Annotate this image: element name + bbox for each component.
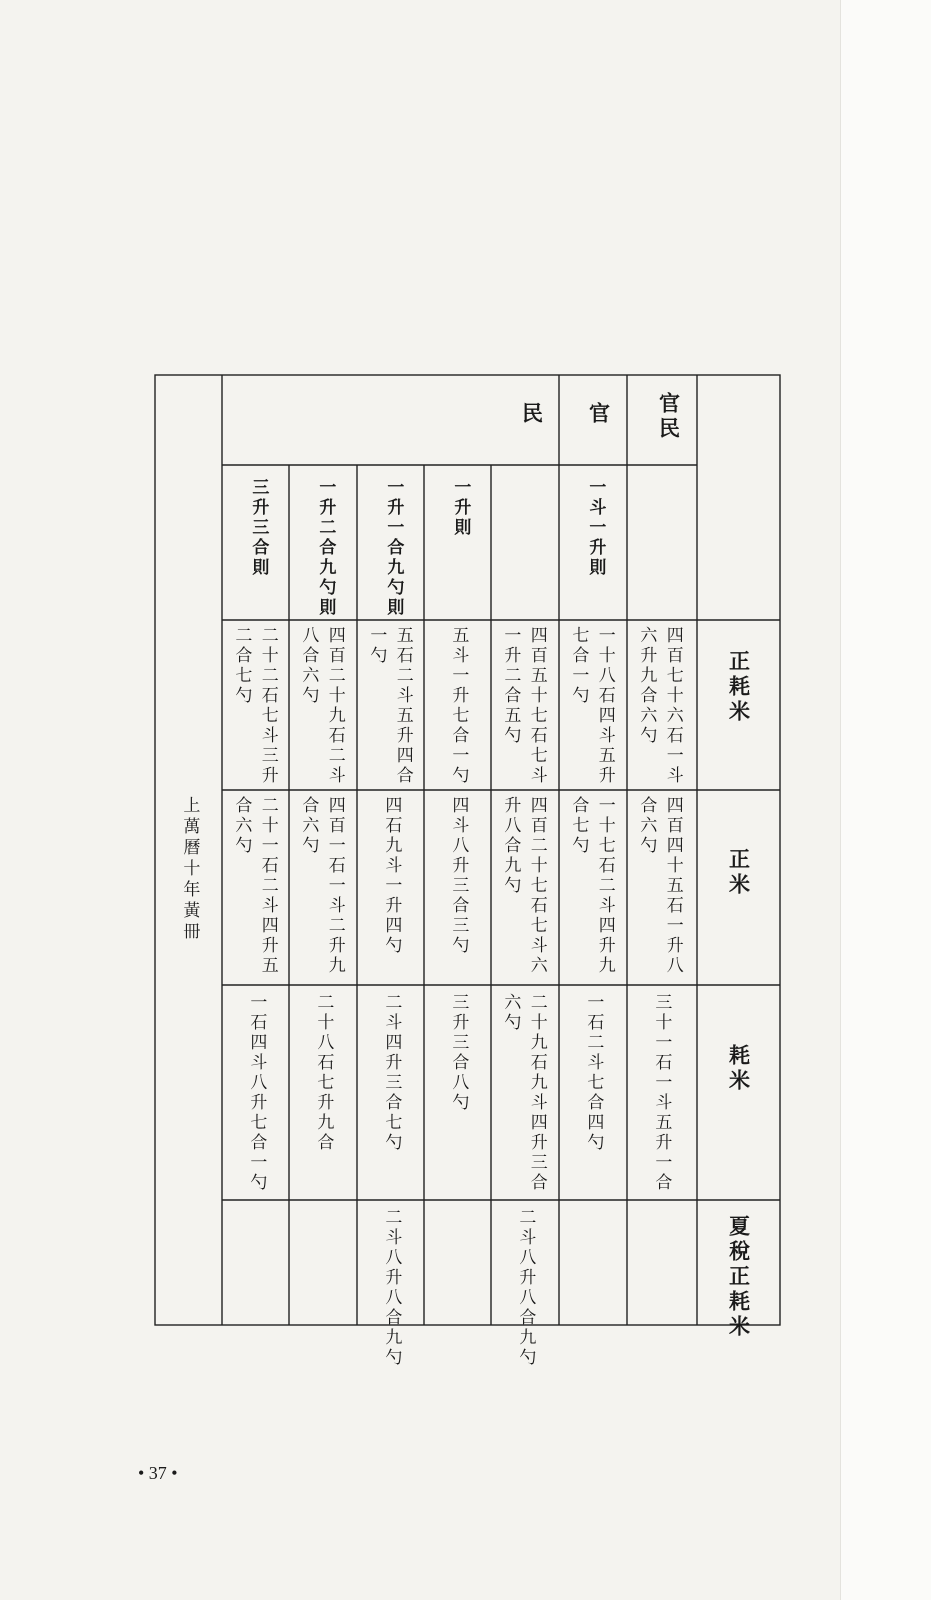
cell-min-r2-hao-mi: 三升三合八勺 bbox=[448, 993, 469, 1113]
category-guan: 官 bbox=[586, 402, 612, 427]
cell-min-r4-zheng-hao-mi: 四百二十九石二斗 八合六勺 bbox=[298, 626, 345, 786]
rule-min-r3: 一升一合九勺則 bbox=[383, 478, 404, 618]
cell-guan-min-zheng-mi: 四百四十五石一升八 合六勺 bbox=[636, 796, 683, 976]
category-guan-min: 官民 bbox=[656, 392, 682, 442]
rule-guan: 一斗一升則 bbox=[585, 478, 606, 578]
cell-min-total-xia-shui: 二斗八升八合九勺 bbox=[515, 1208, 536, 1368]
header-xia-shui: 夏稅正耗米 bbox=[726, 1215, 752, 1340]
cell-guan-hao-mi: 一石二斗七合四勺 bbox=[583, 993, 604, 1153]
cell-min-r3-zheng-mi: 四石九斗一升四勺 bbox=[381, 796, 402, 956]
cell-min-r3-zheng-hao-mi: 五石二斗五升四合 一勺 bbox=[366, 626, 413, 786]
cell-min-r5-zheng-mi: 二十一石二斗四升五 合六勺 bbox=[231, 796, 278, 976]
page-number: • 37 • bbox=[138, 1463, 178, 1483]
cell-min-r2-zheng-mi: 四斗八升三合三勺 bbox=[448, 796, 469, 956]
header-zheng-hao-mi: 正耗米 bbox=[726, 650, 752, 725]
cell-min-total-zheng-mi: 四百二十七石七斗六 升八合九勺 bbox=[500, 796, 547, 976]
cell-min-r3-xia-shui: 二斗八升八合九勺 bbox=[381, 1208, 402, 1368]
header-hao-mi: 耗米 bbox=[726, 1044, 752, 1094]
cell-min-total-hao-mi: 二十九石九斗四升三合 六勺 bbox=[500, 993, 547, 1193]
footer-title: 上萬曆十年黃冊 bbox=[179, 796, 200, 943]
rule-min-r2: 一升則 bbox=[450, 478, 471, 538]
rule-min-r4: 一升二合九勺則 bbox=[315, 478, 336, 618]
category-min: 民 bbox=[519, 402, 545, 427]
header-zheng-mi: 正米 bbox=[726, 848, 752, 898]
cell-min-r5-hao-mi: 一石四斗八升七合一勺 bbox=[246, 993, 267, 1193]
cell-guan-min-hao-mi: 三十一石一斗五升一合 bbox=[651, 993, 672, 1193]
cell-min-r4-zheng-mi: 四百一石一斗二升九 合六勺 bbox=[298, 796, 345, 976]
cell-guan-zheng-mi: 一十七石二斗四升九 合七勺 bbox=[568, 796, 615, 976]
cell-guan-zheng-hao-mi: 一十八石四斗五升 七合一勺 bbox=[568, 626, 615, 786]
cell-min-r2-zheng-hao-mi: 五斗一升七合一勺 bbox=[448, 626, 469, 786]
cell-guan-min-zheng-hao-mi: 四百七十六石一斗 六升九合六勺 bbox=[636, 626, 683, 786]
cell-min-r5-zheng-hao-mi: 二十二石七斗三升 二合七勺 bbox=[231, 626, 278, 786]
cell-min-r3-hao-mi: 二斗四升三合七勺 bbox=[381, 993, 402, 1153]
cell-min-total-zheng-hao-mi: 四百五十七石七斗 一升二合五勺 bbox=[500, 626, 547, 786]
cell-min-r4-hao-mi: 二十八石七升九合 bbox=[313, 993, 334, 1153]
rule-min-r5: 三升三合則 bbox=[248, 478, 269, 578]
